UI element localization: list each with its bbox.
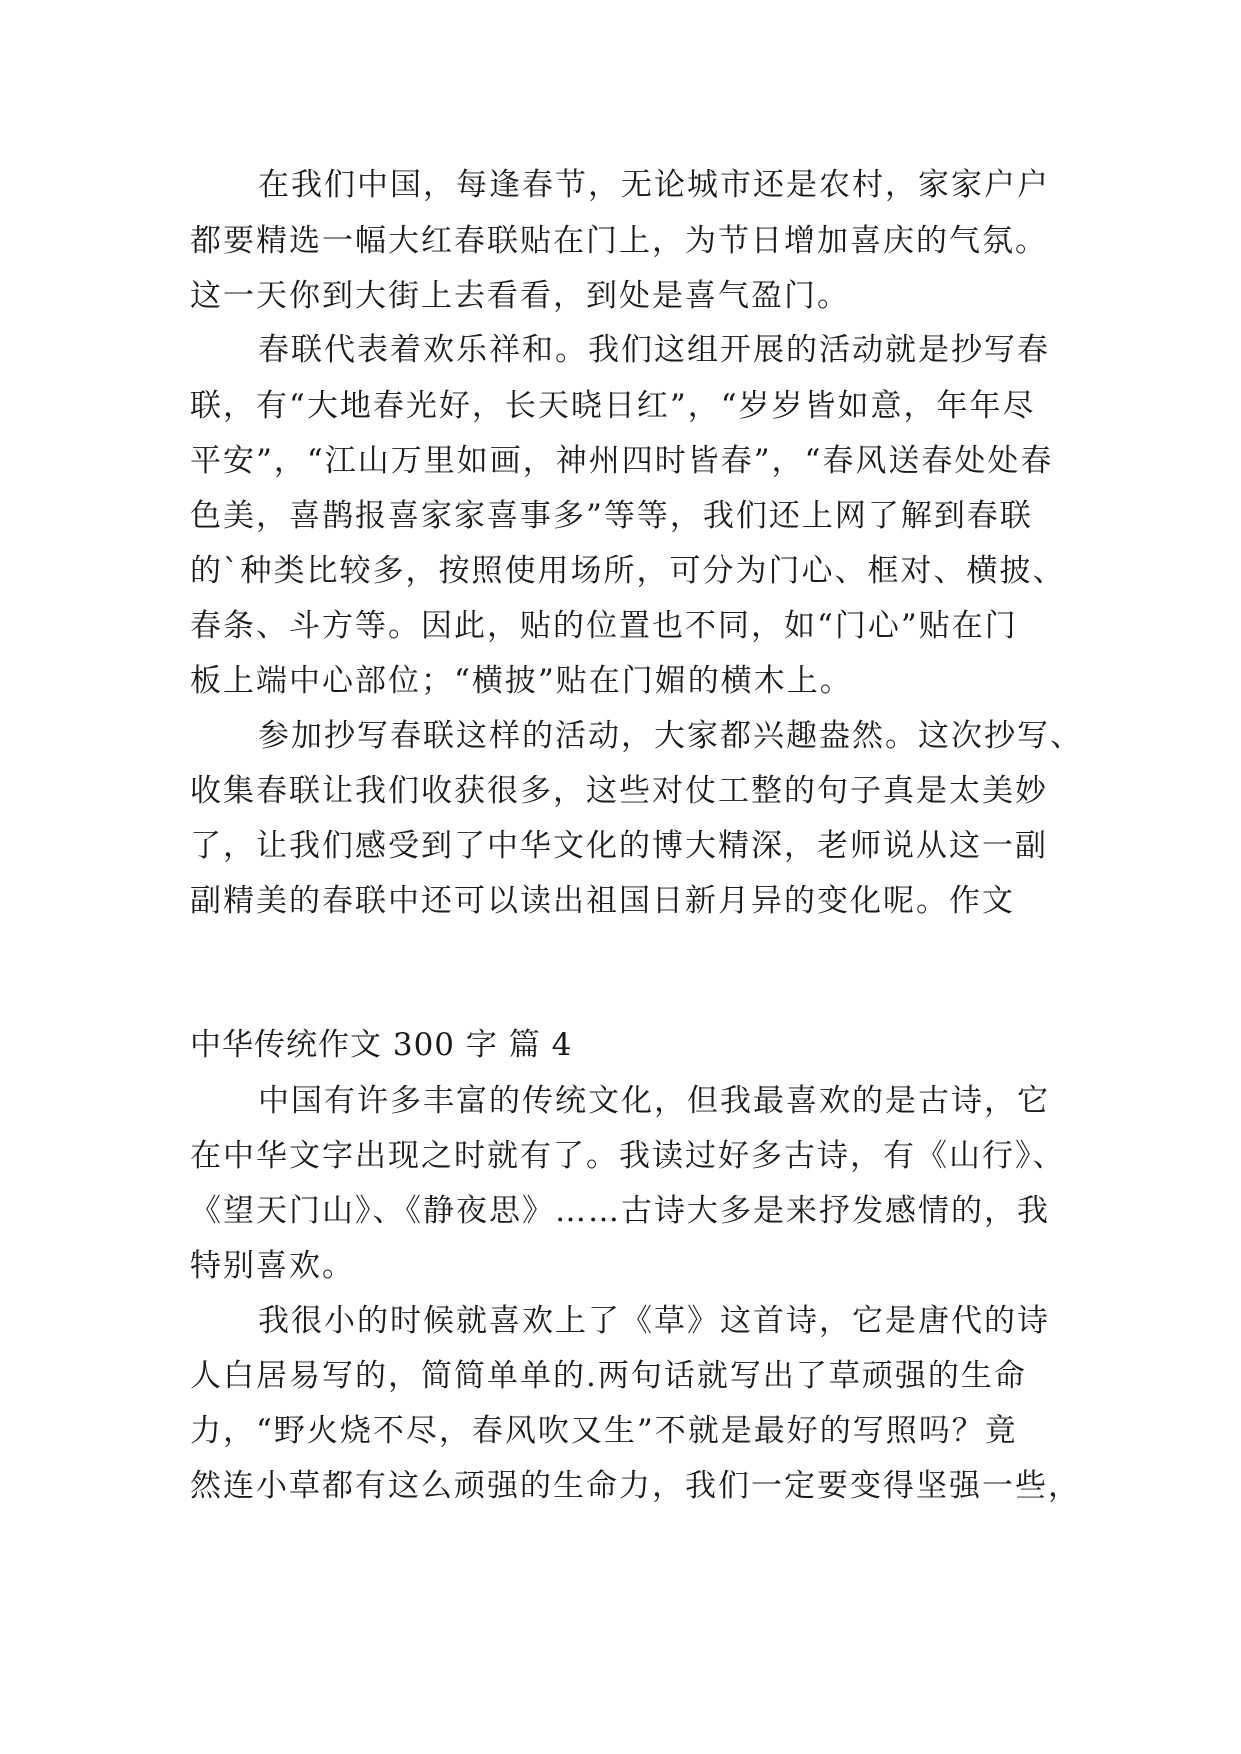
paragraph-line: 收集春联让我们收获很多，这些对仗工整的句子真是太美妙 (190, 773, 1048, 809)
paragraph-line: 春联代表着欢乐祥和。我们这组开展的活动就是抄写春 (258, 332, 1050, 368)
paragraph-line: 了，让我们感受到了中华文化的博大精深，老师说从这一副 (190, 828, 1048, 864)
paragraph-line: 我很小的时候就喜欢上了《草》这首诗，它是唐代的诗 (258, 1303, 1050, 1339)
paragraph-line: 的`种类比较多，按照使用场所，可分为门心、框对、横披、 (190, 553, 1066, 589)
paragraph-line: 平安”，“江山万里如画，神州四时皆春”，“春风送春处处春 (190, 443, 1054, 479)
paragraph-line: 色美，喜鹊报喜家家喜事多”等等，我们还上网了解到春联 (190, 498, 1033, 534)
paragraph-line: 《望天门山》、《静夜思》……古诗大多是来抒发感情的，我 (190, 1193, 1050, 1229)
section-heading: 中华传统作文 300 字 篇 4 (190, 1027, 573, 1063)
paragraph-line: 在我们中国，每逢春节，无论城市还是农村，家家户户 (258, 167, 1050, 203)
paragraph-line: 特别喜欢。 (190, 1248, 355, 1284)
paragraph-line: 春条、斗方等。因此，贴的位置也不同，如“门心”贴在门 (190, 608, 1018, 644)
paragraph-line: 板上端中心部位；“横披”贴在门媚的横木上。 (190, 663, 853, 699)
paragraph-line: 力，“野火烧不尽，春风吹又生”不就是最好的写照吗？竟 (190, 1413, 1018, 1449)
paragraph-line: 然连小草都有这么顽强的生命力，我们一定要变得坚强一些， (190, 1468, 1081, 1504)
paragraph-line: 在中华文字出现之时就有了。我读过好多古诗，有《山行》、 (190, 1138, 1066, 1174)
paragraph-line: 中国有许多丰富的传统文化，但我最喜欢的是古诗，它 (258, 1083, 1050, 1119)
paragraph-line: 都要精选一幅大红春联贴在门上，为节日增加喜庆的气氛。 (190, 223, 1048, 259)
paragraph-line: 副精美的春联中还可以读出祖国日新月异的变化呢。作文 (190, 883, 1015, 919)
paragraph-line: 参加抄写春联这样的活动，大家都兴趣盎然。这次抄写、 (258, 718, 1083, 754)
paragraph-line: 联，有“大地春光好，长天晓日红”，“岁岁皆如意，年年尽 (190, 388, 1036, 424)
paragraph-line: 这一天你到大街上去看看，到处是喜气盈门。 (190, 278, 850, 314)
paragraph-line: 人白居易写的，简简单单的.两句话就写出了草顽强的生命 (190, 1358, 1027, 1394)
